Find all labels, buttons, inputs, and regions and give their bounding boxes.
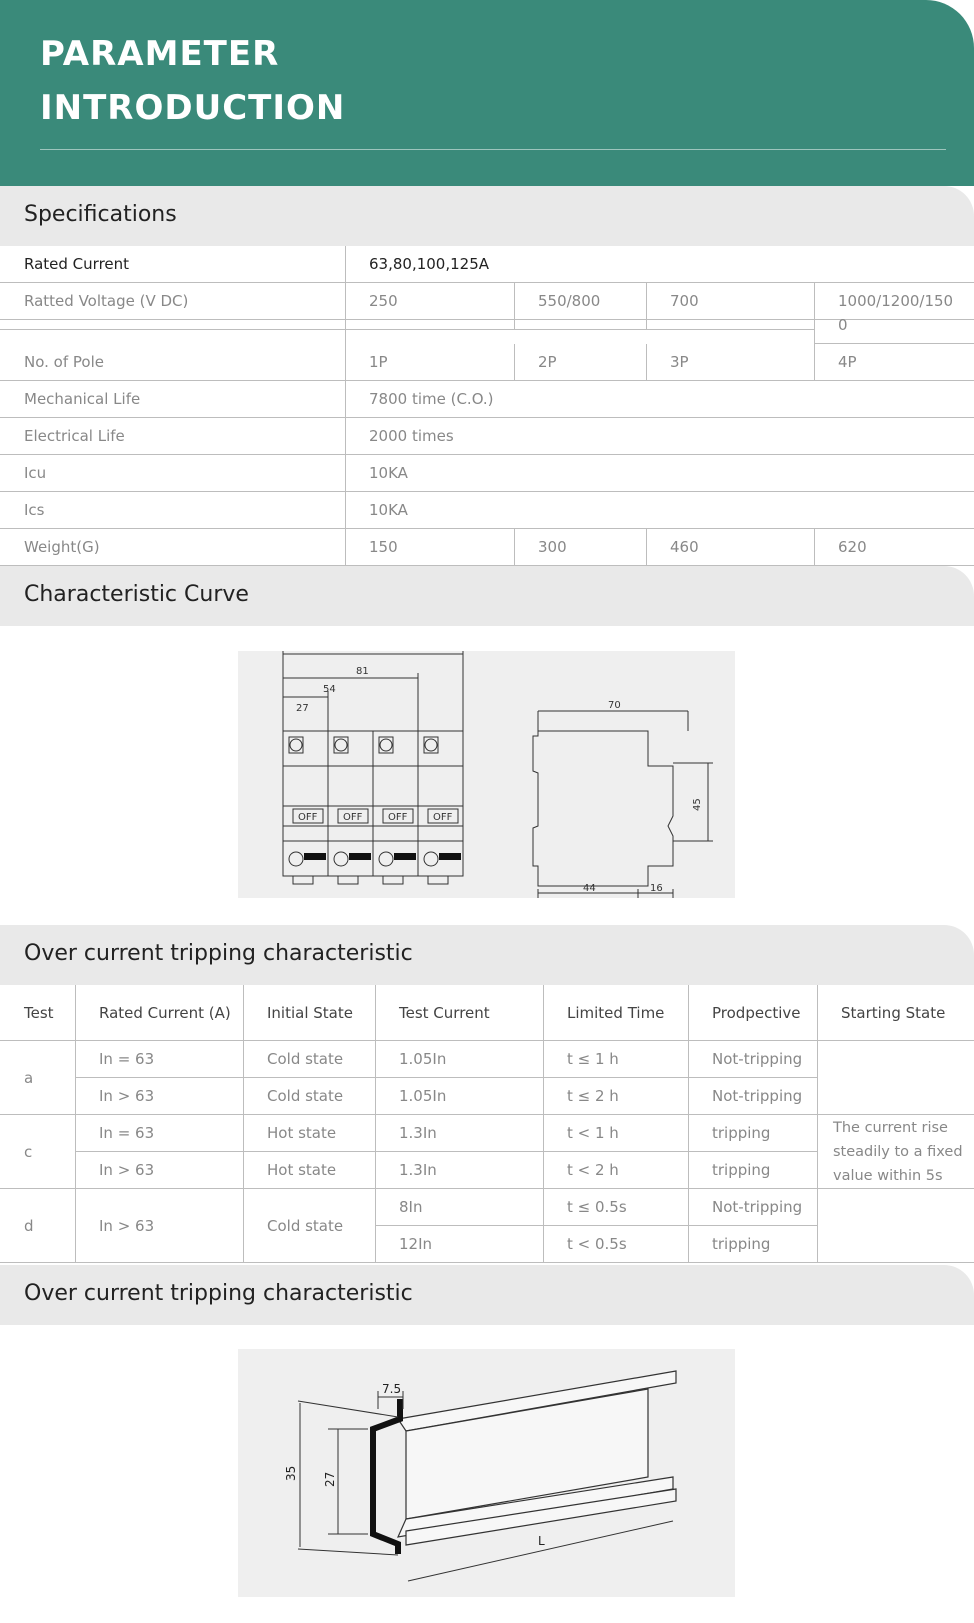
- table-cell: tripping: [712, 1235, 771, 1253]
- rail-dim-7-5: 7.5: [382, 1382, 402, 1396]
- spec-pole-2: 2P: [538, 353, 557, 371]
- dim-27: 27: [296, 703, 309, 714]
- table-cell: Not-tripping: [712, 1087, 803, 1105]
- table-cell: In > 63: [99, 1216, 155, 1235]
- off-label-1: OFF: [298, 812, 318, 823]
- table-cell: Hot state: [267, 1124, 337, 1142]
- spec-voltage-2: 550/800: [538, 292, 601, 310]
- dim-44: 44: [583, 883, 596, 894]
- table-cell: Cold state: [267, 1087, 344, 1105]
- rail-dim-35: 35: [284, 1465, 298, 1481]
- table-cell: Not-tripping: [712, 1050, 803, 1068]
- test-d: d: [24, 1216, 34, 1235]
- section-title: Over current tripping characteristic: [24, 1281, 413, 1306]
- section-specifications: [0, 186, 974, 246]
- section-title: Specifications: [24, 202, 177, 227]
- spec-value-icu: 10KA: [369, 464, 408, 482]
- test-a: a: [24, 1068, 34, 1087]
- spec-voltage-1: 250: [369, 292, 398, 310]
- table-cell: t ≤ 1 h: [567, 1050, 619, 1068]
- table-cell: t < 1 h: [567, 1124, 619, 1142]
- din-rail-drawing: [238, 1349, 735, 1597]
- spec-voltage-3: 700: [670, 292, 699, 310]
- table-cell: Hot state: [267, 1161, 337, 1179]
- spec-weight-2: 300: [538, 538, 567, 556]
- spec-weight-3: 460: [670, 538, 699, 556]
- spec-label-voltage: Ratted Voltage (V DC): [24, 292, 189, 310]
- table-cell: 12In: [399, 1235, 433, 1253]
- spec-value-ics: 10KA: [369, 501, 408, 519]
- spec-label-weight: Weight(G): [24, 538, 100, 556]
- table-cell: In = 63: [99, 1050, 155, 1068]
- th-rated-current: Rated Current (A): [99, 1003, 231, 1022]
- header-divider: [40, 149, 946, 150]
- table-cell: t < 2 h: [567, 1161, 619, 1179]
- spec-label-icu: Icu: [24, 464, 47, 482]
- page-title-line1: PARAMETER: [40, 34, 280, 74]
- rail-dim-l: L: [538, 1534, 545, 1548]
- spec-weight-4: 620: [838, 538, 867, 556]
- off-label-3: OFF: [388, 812, 408, 823]
- spec-pole-4: 4P: [838, 353, 857, 371]
- th-prodpective: Prodpective: [712, 1003, 801, 1022]
- trip-characteristic-table: [0, 985, 974, 1263]
- section-over-current-2: [0, 1265, 974, 1325]
- specifications-table: [0, 246, 974, 566]
- spec-label-mechanical-life: Mechanical Life: [24, 390, 141, 408]
- spec-value-mechanical-life: 7800 time (C.O.): [369, 390, 494, 408]
- off-label-4: OFF: [433, 812, 453, 823]
- dim-70: 70: [608, 700, 621, 711]
- table-cell: 1.3In: [399, 1124, 437, 1142]
- off-label-2: OFF: [343, 812, 363, 823]
- table-cell: 1.05In: [399, 1050, 447, 1068]
- table-cell: Cold state: [267, 1216, 344, 1235]
- table-cell: t ≤ 0.5s: [567, 1198, 627, 1216]
- test-c: c: [24, 1142, 33, 1161]
- dim-45: 45: [692, 798, 703, 811]
- voltage-pole-divider: [0, 329, 814, 330]
- table-cell: tripping: [712, 1161, 771, 1179]
- table-cell: 1.05In: [399, 1087, 447, 1105]
- page-title-line2: INTRODUCTION: [40, 88, 346, 128]
- dim-16: 16: [650, 883, 663, 894]
- spec-weight-1: 150: [369, 538, 398, 556]
- th-starting-state: Starting State: [841, 1003, 946, 1022]
- spec-label-ics: Ics: [24, 501, 45, 519]
- section-title: Characteristic Curve: [24, 582, 249, 607]
- spec-pole-1: 1P: [369, 353, 388, 371]
- table-cell: 8In: [399, 1198, 423, 1216]
- section-title: Over current tripping characteristic: [24, 941, 413, 966]
- table-cell: In = 63: [99, 1124, 155, 1142]
- dim-54: 54: [323, 684, 336, 695]
- spec-value-electrical-life: 2000 times: [369, 427, 454, 445]
- table-cell: Not-tripping: [712, 1198, 803, 1216]
- section-characteristic-curve: [0, 566, 974, 626]
- table-cell: t < 0.5s: [567, 1235, 627, 1253]
- dimension-drawing: [238, 651, 735, 898]
- table-cell: t ≤ 2 h: [567, 1087, 619, 1105]
- table-cell: Cold state: [267, 1050, 344, 1068]
- spec-label-poles: No. of Pole: [24, 353, 104, 371]
- th-initial-state: Initial State: [267, 1003, 353, 1022]
- page-header: [0, 0, 974, 186]
- th-limited-time: Limited Time: [567, 1003, 665, 1022]
- section-over-current-1: [0, 925, 974, 985]
- spec-voltage-4: 1000/1200/1500: [838, 292, 954, 334]
- rail-dim-27: 27: [323, 1471, 337, 1487]
- th-test-current: Test Current: [399, 1003, 490, 1022]
- th-test: Test: [24, 1003, 54, 1022]
- starting-state-c: The current rise steadily to a fixed value within 5s: [833, 1119, 963, 1184]
- spec-value-rated-current: 63,80,100,125A: [369, 255, 489, 273]
- dimension-drawing-svg: [238, 651, 735, 898]
- table-cell: 1.3In: [399, 1161, 437, 1179]
- dim-81: 81: [356, 666, 369, 677]
- spec-label-rated-current: Rated Current: [24, 255, 130, 273]
- spec-label-electrical-life: Electrical Life: [24, 427, 125, 445]
- table-cell: tripping: [712, 1124, 771, 1142]
- table-cell: In > 63: [99, 1087, 155, 1105]
- table-cell: In > 63: [99, 1161, 155, 1179]
- din-rail-svg: [238, 1349, 735, 1597]
- spec-pole-3: 3P: [670, 353, 689, 371]
